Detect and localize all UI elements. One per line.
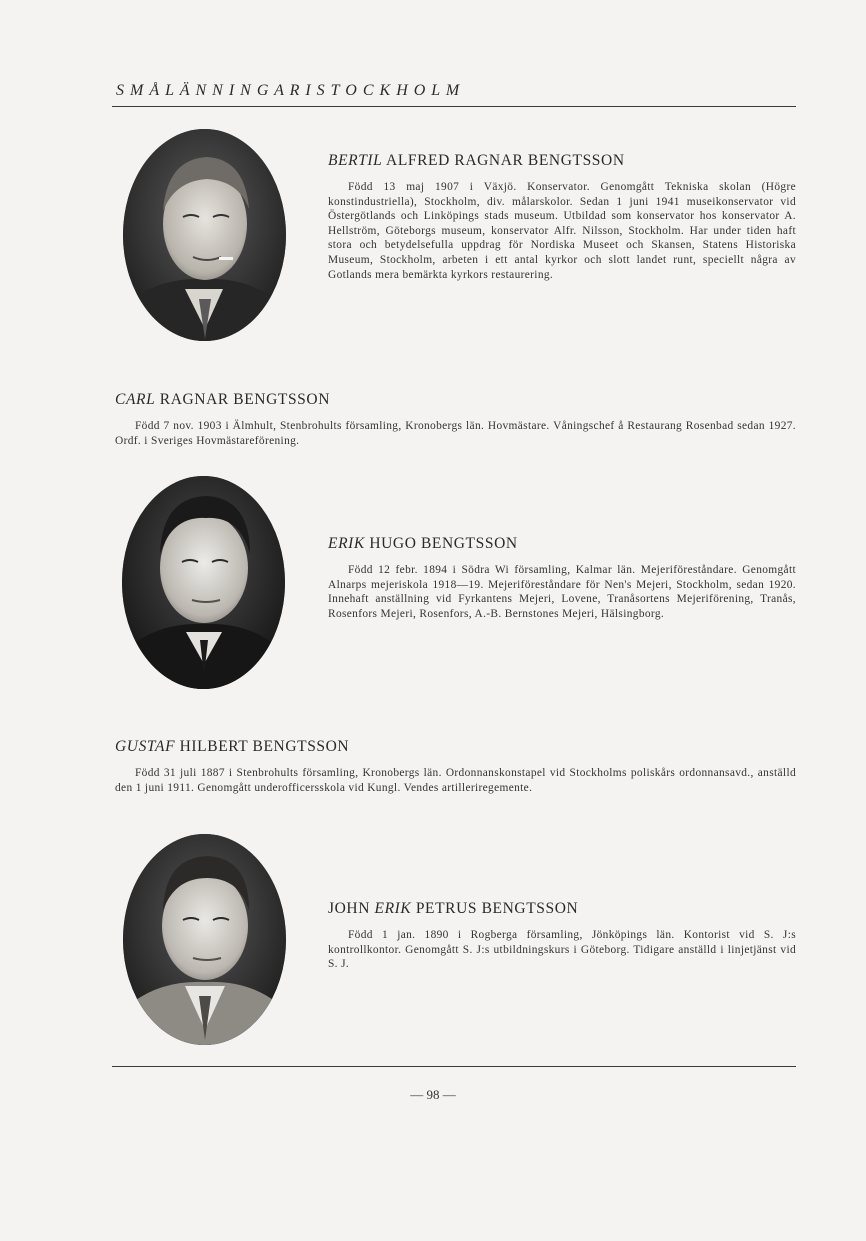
entry-name: ERIK HUGO BENGTSSON (328, 535, 518, 552)
entry-john-erik (328, 900, 796, 972)
portrait-erik (122, 476, 285, 689)
entry-bio: Född 12 febr. 1894 i Södra Wi församling, Kalmar län. Mejeriföreståndare. Genomgått Alnarps mejeriskola 1918—19. Mejeriföreståndare för Nen's Mejeri, Stockholm, sedan 1920. Innehaft anställning vid Fyrkantens Mejeri, Lovene, Tranåsortens Mejeriförening, Tranås, Rosenfors Mejeri, Rosenfors, A.-B. Bernstones Mejeri, Hälsingborg. (328, 564, 796, 620)
entry-bio: Född 7 nov. 1903 i Älmhult, Stenbrohults församling, Kronobergs län. Hovmästare. Våningschef å Restaurang Rosenbad sedan 1927. Ordf. i Sveriges Hovmästareförening. (115, 420, 796, 447)
entry-erik (328, 535, 796, 621)
entry-name: CARL RAGNAR BENGTSSON (115, 391, 330, 408)
entry-bio: Född 1 jan. 1890 i Rogberga församling, Jönköpings län. Kontorist vid S. J:s kontrollkontor. Genomgått S. J:s utbildningskurs i Göteborg. Tidigare anställd i linjetjänst vid S. J. (328, 929, 796, 971)
running-head: S M Å L Ä N N I N G A R I S T O C K H O L M (116, 82, 461, 99)
page-number: — 98 — (410, 1087, 456, 1102)
portrait-bertil (123, 129, 286, 341)
footer-rule (112, 1066, 796, 1067)
entry-carl (115, 391, 796, 448)
entry-bio: Född 13 maj 1907 i Växjö. Konservator. Genomgått Tekniska skolan (Högre konstindustriella), Stockholm, div. målarskolor. Sedan 1 juni 1941 museikonservator vid Östergötlands och Linköpings stads museum. Utbildad som konservator hos konservator A. Hellström, Göteborgs museum, konservator Alfr. Nilsson, Stockholm. Har under tiden haft stora och betydelsefulla uppdrag för Nordiska Museet och Skansen, Statens Historiska Museum, Stockholm, arbeten i ett antal kyrkor och slott landet runt, speciellt några av Gotlands mera bemärkta kyrkors restaurering. (328, 181, 796, 281)
entry-name: GUSTAF HILBERT BENGTSSON (115, 738, 350, 755)
entry-name: BERTIL ALFRED RAGNAR BENGTSSON (328, 152, 625, 169)
entry-name: JOHN ERIK PETRUS BENGTSSON (328, 900, 579, 917)
entry-bio: Född 31 juli 1887 i Stenbrohults församling, Kronobergs län. Ordonnanskonstapel vid Stockholms poliskårs ordonnansavd., anställd den 1 juni 1911. Genomgått underofficersskola vid Kungl. Vendes artilleriregemente. (115, 767, 796, 794)
header-rule (112, 106, 796, 107)
entry-gustaf (115, 738, 796, 795)
entry-bertil (328, 152, 796, 282)
portrait-john-erik (123, 834, 286, 1045)
